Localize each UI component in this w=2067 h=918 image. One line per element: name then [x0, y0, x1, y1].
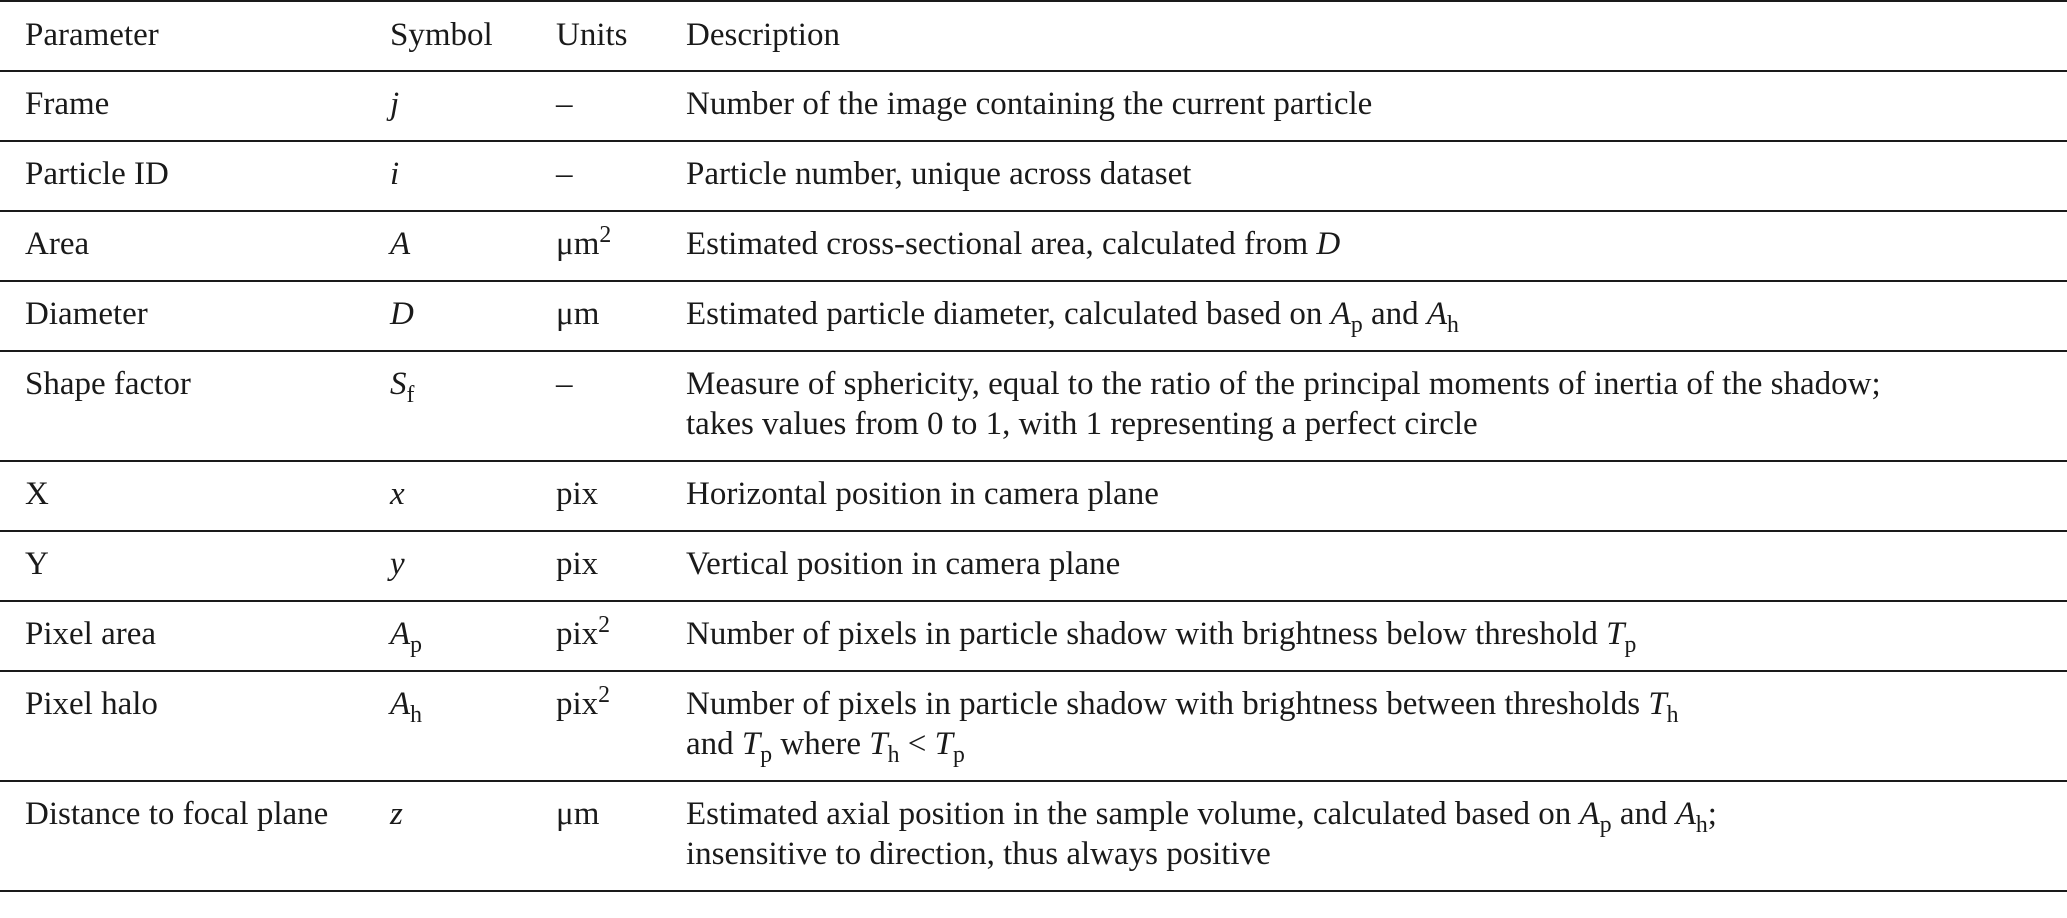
parameter-cell: Frame — [25, 86, 110, 122]
description-text: ; — [1707, 796, 1717, 832]
description-cell — [686, 601, 2067, 671]
symbol-subscript: h — [410, 701, 423, 728]
table-row — [0, 461, 2067, 531]
symbol-base: A — [390, 616, 411, 652]
units-cell — [556, 211, 686, 281]
less-than-symbol: < — [907, 726, 927, 762]
units-base: μm — [556, 226, 600, 262]
symbol-cell — [390, 351, 556, 461]
description-cell: Particle number, unique across dataset — [686, 156, 1192, 192]
symbol-cell: i — [390, 156, 400, 192]
parameter-cell: Distance to focal plane — [25, 796, 329, 832]
symbol-cell — [390, 601, 556, 671]
units-cell: μm — [556, 296, 600, 332]
description-text: Estimated particle diameter, calculated based on — [686, 296, 1323, 332]
units-cell: pix — [556, 476, 599, 512]
description-text: Estimated axial position in the sample volume, calculated based on — [686, 796, 1572, 832]
units-base: pix — [556, 686, 599, 722]
table-row — [0, 71, 2067, 141]
variable-subscript: h — [1666, 701, 1679, 728]
units-cell — [556, 671, 686, 781]
description-cell — [686, 671, 2067, 781]
description-text: and — [1370, 296, 1419, 332]
table-row — [0, 351, 2067, 461]
header-parameter: Parameter — [25, 17, 159, 53]
units-exponent: 2 — [599, 222, 612, 249]
table-body — [0, 71, 2067, 891]
header-units: Units — [556, 17, 628, 53]
variable-subscript: p — [760, 741, 773, 768]
variable-subscript: p — [1624, 631, 1637, 658]
units-cell: pix — [556, 546, 599, 582]
parameter-cell: X — [25, 476, 49, 512]
description-variable: A — [1330, 296, 1351, 332]
description-cell — [686, 211, 2067, 281]
variable-subscript: h — [887, 741, 900, 768]
variable-subscript: p — [1350, 311, 1363, 338]
table-header — [0, 1, 2067, 71]
symbol-subscript: f — [406, 381, 415, 408]
variable-subscript: p — [1599, 811, 1612, 838]
description-text: Number of pixels in particle shadow with brightness below threshold — [686, 616, 1598, 652]
description-text: Number of pixels in particle shadow with brightness between thresholds — [686, 686, 1641, 722]
variable-subscript: h — [1695, 811, 1708, 838]
description-cell — [686, 281, 2067, 351]
description-line: Measure of sphericity, equal to the ratio of the principal moments of inertia of the shadow; — [686, 366, 1881, 402]
units-cell: μm — [556, 796, 600, 832]
symbol-cell: D — [390, 296, 414, 332]
parameter-cell: Pixel halo — [25, 686, 158, 722]
header-symbol: Symbol — [390, 17, 493, 53]
symbol-cell: y — [390, 546, 405, 582]
description-line: takes values from 0 to 1, with 1 representing a perfect circle — [686, 406, 1478, 442]
table-row — [0, 211, 2067, 281]
table-row — [0, 141, 2067, 211]
parameter-cell: Pixel area — [25, 616, 157, 652]
symbol-base: S — [390, 366, 407, 402]
symbol-subscript: p — [410, 631, 423, 658]
parameter-cell: Shape factor — [25, 366, 191, 402]
units-base: pix — [556, 616, 599, 652]
symbol-cell: j — [390, 86, 400, 122]
units-cell: – — [556, 86, 573, 122]
units-cell: – — [556, 156, 573, 192]
units-cell: – — [556, 366, 573, 402]
description-variable: T — [869, 726, 888, 762]
variable-subscript: h — [1447, 311, 1459, 338]
symbol-cell: A — [390, 226, 411, 262]
description-variable: D — [1316, 226, 1341, 262]
description-variable: A — [1426, 296, 1448, 332]
description-variable: A — [1579, 796, 1600, 832]
variable-subscript: p — [952, 741, 965, 768]
description-cell: Vertical position in camera plane — [686, 546, 1121, 582]
description-text: Estimated cross-sectional area, calculated from — [686, 226, 1309, 262]
parameter-cell: Particle ID — [25, 156, 169, 192]
description-text: and — [686, 726, 734, 762]
table-row — [0, 281, 2067, 351]
description-line: insensitive to direction, thus always positive — [686, 836, 1271, 872]
units-exponent: 2 — [598, 682, 611, 709]
description-variable: T — [741, 726, 761, 762]
symbol-base: A — [390, 686, 411, 722]
table-row — [0, 601, 2067, 671]
header-description: Description — [686, 17, 840, 53]
units-cell — [556, 601, 686, 671]
description-variable: T — [934, 726, 953, 762]
description-variable: T — [1648, 686, 1667, 722]
description-text: and — [1619, 796, 1668, 832]
symbol-cell: x — [390, 476, 405, 512]
description-cell: Number of the image containing the current particle — [686, 86, 1373, 122]
units-exponent: 2 — [598, 612, 611, 639]
description-cell — [686, 781, 2067, 891]
description-cell: Horizontal position in camera plane — [686, 476, 1159, 512]
symbol-cell: z — [390, 796, 403, 832]
header-row — [0, 1, 2067, 71]
parameter-cell: Diameter — [25, 296, 148, 332]
parameter-cell: Area — [25, 226, 90, 262]
table-row — [0, 781, 2067, 891]
description-cell — [686, 351, 2067, 461]
symbol-cell — [390, 671, 556, 781]
table-row — [0, 671, 2067, 781]
description-variable: A — [1675, 796, 1696, 832]
description-variable: T — [1606, 616, 1625, 652]
description-text: where — [780, 726, 862, 762]
parameter-cell: Y — [25, 546, 49, 582]
table-row — [0, 531, 2067, 601]
